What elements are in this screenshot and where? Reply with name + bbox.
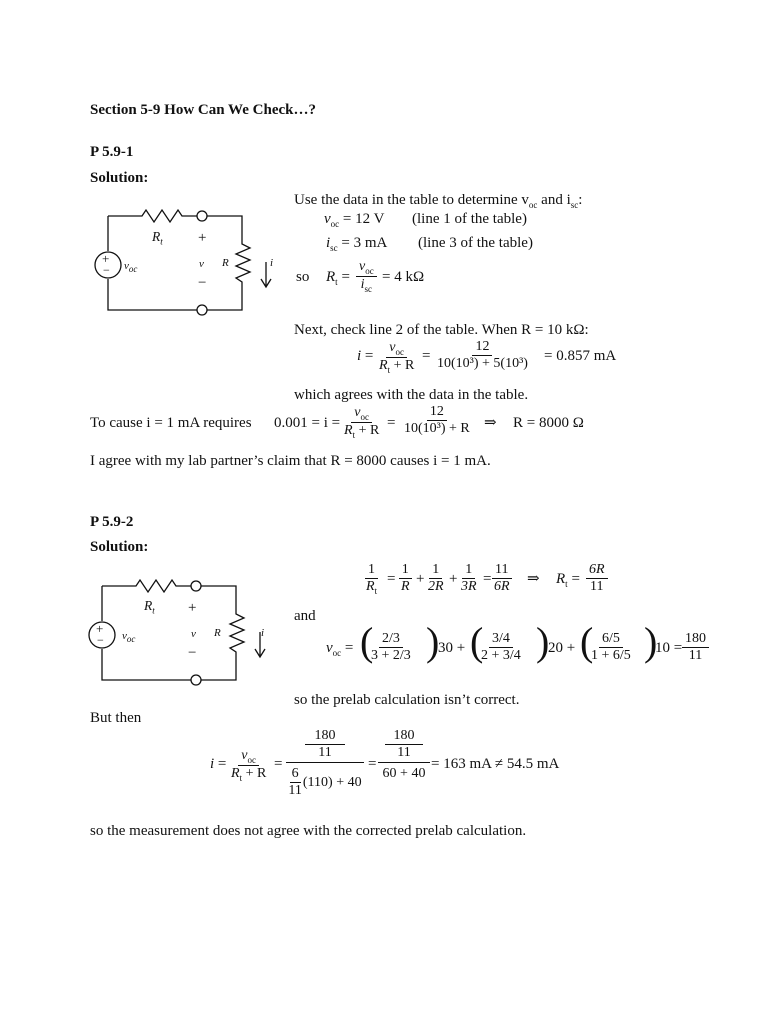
- p2-eq1-frac-3r: $\frac{1}{3R}$: [461, 562, 477, 595]
- p2-eq1-op4: =: [483, 571, 492, 587]
- circuit1-r-label: R: [222, 257, 229, 269]
- circuit1-voc-label: $v_{oc}$: [124, 260, 138, 275]
- p2-eq1-frac-2r: $\frac{1}{2R}$: [428, 562, 444, 595]
- p2-voc-frac3: $\frac{6/5}{1 + 6/5}$: [591, 631, 631, 664]
- p1-eq2-frac2: $\frac{12}{\text{10(10³) + 5(10³)}}$: [437, 339, 528, 372]
- section-title: Section 5-9 How Can We Check…?: [90, 102, 316, 118]
- p1-cause-frac1: $v_{oc}$ $R_t + R$: [344, 405, 380, 440]
- p1-eq2-result: = 0.857 mA: [544, 348, 617, 364]
- circuit2-source-minus: −: [97, 633, 104, 647]
- p1-cause-frac2: $\frac{12}{\text{10(10³) + R}}$: [404, 404, 470, 437]
- p2-final-frac1: $v_{oc}$ $R_t + R$: [231, 748, 267, 783]
- p1-cause-arrow: ⇒: [484, 415, 497, 431]
- p2-eq1-rt: $R_t$ =: [556, 571, 580, 589]
- p2-eq1-op2: +: [416, 571, 425, 587]
- p2-voc-frac1: $\frac{2/3}{3 + 2/3}$: [371, 631, 411, 664]
- circuit-diagram-2: [84, 570, 274, 690]
- p1-rt-lhs: $R_t$ =: [326, 269, 350, 287]
- p1-cause-equals: =: [387, 415, 396, 431]
- solution-label-2: Solution:: [90, 539, 149, 555]
- p2-final-compound-a: 180 11 6 11 (110) + 40: [286, 728, 364, 799]
- p1-agrees: which agrees with the data in the table.: [294, 387, 529, 403]
- p1-agree-text: I agree with my lab partner’s claim that R = 8000 causes i = 1 mA.: [90, 453, 491, 469]
- p1-cause-lhs: 0.001 = i =: [274, 415, 341, 431]
- circuit2-rt-label: $R_t$: [144, 598, 155, 616]
- p2-voc-m2: 20 +: [548, 640, 576, 656]
- p2-eq1-frac-r: $\frac{1}{R}$: [398, 562, 413, 595]
- p2-voc-frac2: $\frac{3/4}{2 + 3/4}$: [481, 631, 521, 664]
- p2-paren-l1: (: [360, 619, 374, 664]
- p2-final-eq1: =: [274, 756, 283, 772]
- p1-rt-result: = 4 kΩ: [382, 269, 425, 285]
- problem-label-1: P 5.9-1: [90, 144, 134, 160]
- circuit1-minus: −: [198, 275, 207, 291]
- solution-label-1: Solution:: [90, 170, 149, 186]
- p2-eq1-arrow: ⇒: [527, 571, 540, 587]
- p2-and: and: [294, 608, 316, 624]
- p2-paren-r3: ): [644, 619, 658, 664]
- circuit2-minus: −: [188, 645, 197, 661]
- p2-eq1-op1: =: [387, 571, 396, 587]
- p1-next: Next, check line 2 of the table. When R = 10 kΩ:: [294, 322, 589, 338]
- p2-eq1-op3: +: [449, 571, 458, 587]
- circuit2-source-plus: +: [96, 621, 104, 636]
- p2-paren-r1: ): [426, 619, 440, 664]
- circuit1-v-label: v: [199, 258, 204, 270]
- p2-paren-l2: (: [470, 619, 484, 664]
- p2-voc-result: $\frac{180}{11}$: [682, 631, 709, 664]
- p1-cause-result: R = 8000 Ω: [513, 415, 584, 431]
- p1-isc-line: $i_{sc} = 3$ mA: [326, 235, 388, 253]
- circuit2-v-label: v: [191, 628, 196, 640]
- p2-final-lhs: i =: [210, 756, 227, 772]
- p1-voc-line: $v_{oc} = 12$ V: [324, 211, 385, 229]
- p2-voc-m1: 30 +: [438, 640, 466, 656]
- p2-prelab: so the prelab calculation isn’t correct.: [294, 692, 520, 708]
- circuit-diagram-1: [90, 200, 280, 320]
- p2-voc-lhs: $v_{oc}$ =: [326, 640, 354, 658]
- p1-so: so: [296, 269, 310, 285]
- p2-final-compound-b: 180 11 60 + 40: [378, 728, 430, 782]
- p1-intro: Use the data in the table to determine $v_{oc}$ and $i_{sc}$:: [294, 192, 583, 210]
- circuit2-i-label: i: [261, 627, 265, 639]
- circuit2-r-label: R: [214, 627, 221, 639]
- circuit1-i-label: i: [270, 257, 274, 269]
- problem-label-2: P 5.9-2: [90, 514, 134, 530]
- p1-eq2-equals: =: [422, 348, 431, 364]
- p2-eq1-frac-11-6r: $\frac{11}{6R}$: [494, 562, 510, 595]
- p1-rt-fraction: $v_{oc}$ $i_{sc}$: [356, 259, 377, 294]
- p1-eq2-frac1: $v_{oc}$ $R_t + R$: [379, 340, 415, 375]
- p2-eq1-frac-rt: $\frac{1}{R_t}$: [366, 562, 378, 596]
- p2-final-eq2: =: [368, 756, 377, 772]
- p2-but: But then: [90, 710, 142, 726]
- circuit2-plus: +: [188, 600, 197, 616]
- p2-paren-l3: (: [580, 619, 594, 664]
- p1-isc-note: (line 3 of the table): [418, 235, 533, 251]
- circuit2-voc-label: $v_{oc}$: [122, 630, 136, 645]
- p1-eq2-lhs: i =: [357, 348, 374, 364]
- p2-voc-m3: 10 =: [655, 640, 683, 656]
- p2-final-result: = 163 mA ≠ 54.5 mA: [431, 756, 560, 772]
- p2-eq1-frac-result: $\frac{6R}{11}$: [586, 562, 608, 595]
- circuit1-rt-label: $R_t$: [152, 229, 163, 247]
- circuit1-source-plus: +: [102, 251, 110, 266]
- p1-voc-note: (line 1 of the table): [412, 211, 527, 227]
- p2-paren-r2: ): [536, 619, 550, 664]
- circuit1-source-minus: −: [103, 263, 110, 277]
- p1-cause-text: To cause i = 1 mA requires: [90, 415, 252, 431]
- p2-conclusion: so the measurement does not agree with the corrected prelab calculation.: [90, 823, 527, 839]
- circuit1-plus: +: [198, 230, 207, 246]
